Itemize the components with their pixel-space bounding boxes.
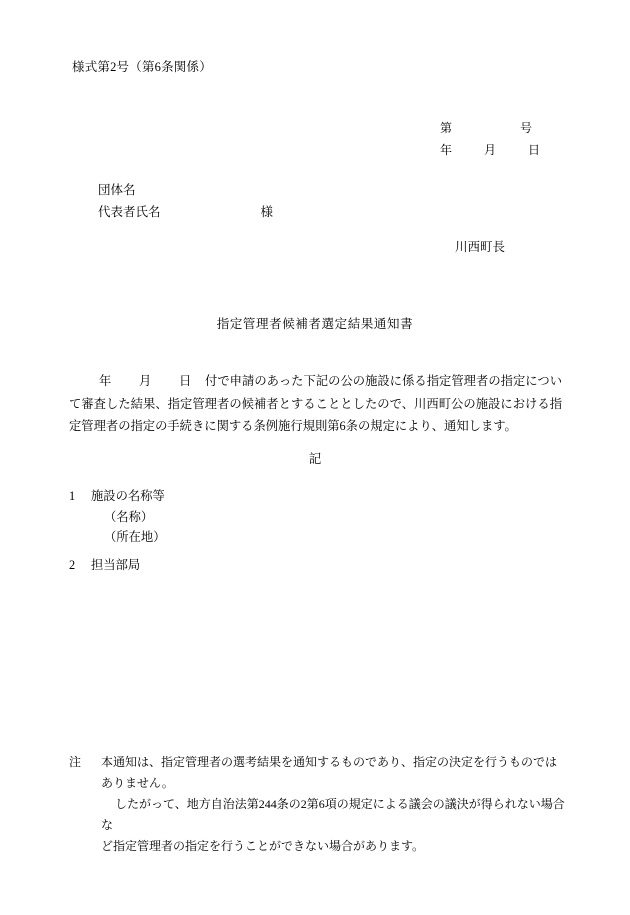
document-date-month: 月 (484, 143, 497, 157)
note-first-line (69, 752, 569, 773)
issuer-name: 川西町長 (455, 240, 506, 254)
form-number: 様式第2号（第6条関係） (72, 60, 212, 74)
document-date-year: 年 (440, 143, 453, 157)
note-line-2: ありません。 (101, 776, 174, 790)
note-line-3: したがって、地方自治法第244条の2第6項の規定による議会の議決が得られない場合な (101, 797, 565, 832)
document-date-day: 日 (528, 143, 541, 157)
addressee-organization: 団体名 (98, 183, 136, 197)
ki-marker: 記 (308, 452, 322, 466)
note-label: 注 (69, 755, 82, 769)
item-facility-heading (69, 487, 166, 507)
item-facility-number: 1 (69, 489, 76, 503)
body-date-year: 年 (99, 374, 112, 388)
item-department-label: 担当部局 (91, 558, 141, 572)
item-department-number: 2 (69, 558, 76, 572)
addressee-representative-row (98, 202, 273, 222)
body-date-day: 日 (179, 374, 192, 388)
item-department (69, 556, 140, 576)
note-block (69, 752, 569, 857)
note-line-4: ど指定管理者の指定を行うことができない場合があります。 (101, 839, 425, 853)
item-facility-label: 施設の名称等 (91, 489, 165, 503)
note-line-1: 本通知は、指定管理者の選考結果を通知するものであり、指定の決定を行うものでは (101, 755, 558, 769)
document-number-label: 第 (440, 121, 453, 135)
body-paragraph (69, 370, 562, 438)
addressee-honorific: 様 (260, 205, 274, 219)
item-department-heading (69, 556, 140, 576)
document-title: 指定管理者候補者選定結果通知書 (216, 317, 414, 331)
item-facility-name (69, 487, 166, 547)
body-date-month: 月 (139, 374, 152, 388)
item-facility-subline-name: （名称） (104, 509, 154, 524)
document-number-row (440, 119, 570, 138)
document-number-unit: 号 (520, 121, 533, 135)
addressee-block (98, 180, 273, 222)
item-facility-subline-address: （所在地） (104, 529, 166, 544)
document-date-row (440, 141, 570, 160)
addressee-representative: 代表者氏名 (98, 205, 161, 219)
body-text: 付で申請のあった下記の公の施設に係る指定管理者の指定について審査した結果、指定管理者の候補者とすることとしたので、川西町公の施設における指定管理者の指定の手続きに関する条例施行規則第6条の規定により、通知します。 (69, 374, 562, 434)
